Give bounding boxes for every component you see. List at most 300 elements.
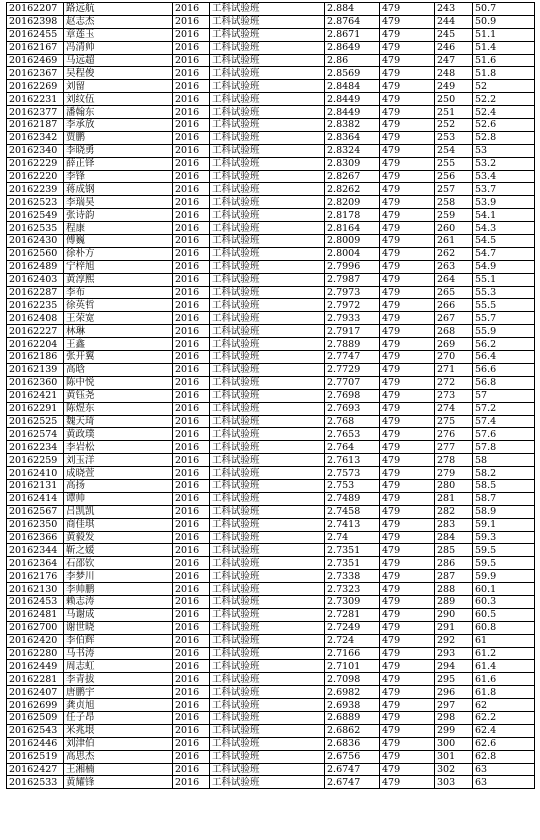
gpa-score-cell: 2.8324 — [325, 144, 380, 157]
grade-year-cell: 2016 — [173, 93, 210, 106]
table-row — [7, 531, 535, 544]
grade-year-cell: 2016 — [173, 286, 210, 299]
grade-year-cell: 2016 — [173, 608, 210, 621]
grade-year-cell: 2016 — [173, 67, 210, 80]
student-id-cell: 20162204 — [7, 338, 64, 351]
grade-year-cell: 2016 — [173, 428, 210, 441]
percentile-cell: 52.6 — [473, 119, 535, 132]
student-name-cell: 周志虹 — [64, 660, 173, 673]
percentile-cell: 54.3 — [473, 222, 535, 235]
percentile-cell: 58.7 — [473, 492, 535, 505]
total-count-cell: 479 — [380, 106, 435, 119]
gpa-score-cell: 2.7351 — [325, 557, 380, 570]
table-row — [7, 338, 535, 351]
table-row — [7, 247, 535, 260]
student-id-cell: 20162700 — [7, 621, 64, 634]
rank-cell: 290 — [435, 608, 473, 621]
table-row — [7, 106, 535, 119]
student-name-cell: 张诗韵 — [64, 209, 173, 222]
total-count-cell: 479 — [380, 196, 435, 209]
rank-cell: 251 — [435, 106, 473, 119]
gpa-score-cell: 2.8671 — [325, 28, 380, 41]
student-name-cell: 徐朴方 — [64, 247, 173, 260]
rank-cell: 297 — [435, 699, 473, 712]
total-count-cell: 479 — [380, 54, 435, 67]
student-name-cell: 谢世晓 — [64, 621, 173, 634]
student-id-cell: 20162430 — [7, 235, 64, 248]
percentile-cell: 55.7 — [473, 312, 535, 325]
rank-cell: 278 — [435, 454, 473, 467]
student-id-cell: 20162560 — [7, 247, 64, 260]
grade-year-cell: 2016 — [173, 15, 210, 28]
total-count-cell: 479 — [380, 724, 435, 737]
table-row — [7, 570, 535, 583]
student-id-cell: 20162523 — [7, 196, 64, 209]
student-name-cell: 刘纹伍 — [64, 93, 173, 106]
student-id-cell: 20162549 — [7, 209, 64, 222]
grade-year-cell: 2016 — [173, 673, 210, 686]
percentile-cell: 61.8 — [473, 686, 535, 699]
rank-cell: 258 — [435, 196, 473, 209]
total-count-cell: 479 — [380, 441, 435, 454]
student-id-cell: 20162229 — [7, 157, 64, 170]
percentile-cell: 56.6 — [473, 363, 535, 376]
student-name-cell: 李布 — [64, 286, 173, 299]
grade-year-cell: 2016 — [173, 41, 210, 54]
percentile-cell: 61.4 — [473, 660, 535, 673]
table-row — [7, 402, 535, 415]
student-id-cell: 20162239 — [7, 183, 64, 196]
percentile-cell: 58.9 — [473, 505, 535, 518]
student-name-cell: 李青拔 — [64, 673, 173, 686]
grade-year-cell: 2016 — [173, 505, 210, 518]
table-row — [7, 286, 535, 299]
class-name-cell: 工科试验班 — [210, 235, 325, 248]
student-id-cell: 20162481 — [7, 608, 64, 621]
total-count-cell: 479 — [380, 299, 435, 312]
student-name-cell: 路远航 — [64, 3, 173, 16]
percentile-cell: 56.8 — [473, 376, 535, 389]
gpa-score-cell: 2.753 — [325, 479, 380, 492]
student-name-cell: 程康 — [64, 222, 173, 235]
student-id-cell: 20162398 — [7, 15, 64, 28]
table-row — [7, 750, 535, 763]
total-count-cell: 479 — [380, 351, 435, 364]
student-name-cell: 米兆垠 — [64, 724, 173, 737]
class-name-cell: 工科试验班 — [210, 402, 325, 415]
grade-year-cell: 2016 — [173, 660, 210, 673]
percentile-cell: 52.4 — [473, 106, 535, 119]
table-row — [7, 260, 535, 273]
rank-cell: 274 — [435, 402, 473, 415]
class-name-cell: 工科试验班 — [210, 119, 325, 132]
student-id-cell: 20162567 — [7, 505, 64, 518]
percentile-cell: 57.6 — [473, 428, 535, 441]
table-row — [7, 647, 535, 660]
class-name-cell: 工科试验班 — [210, 699, 325, 712]
rank-cell: 299 — [435, 724, 473, 737]
percentile-cell: 62.6 — [473, 737, 535, 750]
grade-year-cell: 2016 — [173, 402, 210, 415]
rank-cell: 254 — [435, 144, 473, 157]
grade-year-cell: 2016 — [173, 325, 210, 338]
gpa-score-cell: 2.8178 — [325, 209, 380, 222]
gpa-score-cell: 2.8449 — [325, 106, 380, 119]
table-row — [7, 763, 535, 776]
grade-year-cell: 2016 — [173, 441, 210, 454]
gpa-score-cell: 2.86 — [325, 54, 380, 67]
table-row — [7, 351, 535, 364]
table-row — [7, 776, 535, 789]
total-count-cell: 479 — [380, 776, 435, 789]
percentile-cell: 57.4 — [473, 415, 535, 428]
table-row — [7, 28, 535, 41]
table-row — [7, 699, 535, 712]
student-name-cell: 蒋成钢 — [64, 183, 173, 196]
ranking-table — [6, 2, 535, 789]
student-id-cell: 20162543 — [7, 724, 64, 737]
percentile-cell: 51.1 — [473, 28, 535, 41]
table-row — [7, 621, 535, 634]
grade-year-cell: 2016 — [173, 467, 210, 480]
gpa-score-cell: 2.7973 — [325, 286, 380, 299]
rank-cell: 293 — [435, 647, 473, 660]
gpa-score-cell: 2.7098 — [325, 673, 380, 686]
percentile-cell: 61.2 — [473, 647, 535, 660]
percentile-cell: 51.6 — [473, 54, 535, 67]
gpa-score-cell: 2.8164 — [325, 222, 380, 235]
rank-cell: 253 — [435, 131, 473, 144]
student-id-cell: 20162187 — [7, 119, 64, 132]
total-count-cell: 479 — [380, 621, 435, 634]
student-id-cell: 20162176 — [7, 570, 64, 583]
class-name-cell: 工科试验班 — [210, 544, 325, 557]
student-id-cell: 20162427 — [7, 763, 64, 776]
gpa-score-cell: 2.7338 — [325, 570, 380, 583]
student-id-cell: 20162455 — [7, 28, 64, 41]
total-count-cell: 479 — [380, 479, 435, 492]
gpa-score-cell: 2.7249 — [325, 621, 380, 634]
student-id-cell: 20162234 — [7, 441, 64, 454]
percentile-cell: 51.4 — [473, 41, 535, 54]
rank-cell: 248 — [435, 67, 473, 80]
table-row — [7, 479, 535, 492]
percentile-cell: 55.5 — [473, 299, 535, 312]
total-count-cell: 479 — [380, 183, 435, 196]
total-count-cell: 479 — [380, 312, 435, 325]
percentile-cell: 61.6 — [473, 673, 535, 686]
gpa-score-cell: 2.8449 — [325, 93, 380, 106]
class-name-cell: 工科试验班 — [210, 312, 325, 325]
grade-year-cell: 2016 — [173, 363, 210, 376]
table-row — [7, 518, 535, 531]
class-name-cell: 工科试验班 — [210, 363, 325, 376]
grade-year-cell: 2016 — [173, 570, 210, 583]
gpa-score-cell: 2.7351 — [325, 544, 380, 557]
total-count-cell: 479 — [380, 647, 435, 660]
total-count-cell: 479 — [380, 273, 435, 286]
table-row — [7, 492, 535, 505]
gpa-score-cell: 2.7917 — [325, 325, 380, 338]
rank-cell: 295 — [435, 673, 473, 686]
student-id-cell: 20162167 — [7, 41, 64, 54]
gpa-score-cell: 2.7489 — [325, 492, 380, 505]
grade-year-cell: 2016 — [173, 54, 210, 67]
grade-year-cell: 2016 — [173, 699, 210, 712]
percentile-cell: 62 — [473, 699, 535, 712]
grade-year-cell: 2016 — [173, 634, 210, 647]
class-name-cell: 工科试验班 — [210, 750, 325, 763]
rank-cell: 300 — [435, 737, 473, 750]
percentile-cell: 60.3 — [473, 595, 535, 608]
grade-year-cell: 2016 — [173, 518, 210, 531]
total-count-cell: 479 — [380, 492, 435, 505]
total-count-cell: 479 — [380, 699, 435, 712]
rank-cell: 285 — [435, 544, 473, 557]
total-count-cell: 479 — [380, 338, 435, 351]
percentile-cell: 53.2 — [473, 157, 535, 170]
rank-cell: 298 — [435, 711, 473, 724]
percentile-cell: 61 — [473, 634, 535, 647]
rank-cell: 265 — [435, 286, 473, 299]
grade-year-cell: 2016 — [173, 492, 210, 505]
gpa-score-cell: 2.7987 — [325, 273, 380, 286]
class-name-cell: 工科试验班 — [210, 170, 325, 183]
student-id-cell: 20162281 — [7, 673, 64, 686]
class-name-cell: 工科试验班 — [210, 634, 325, 647]
total-count-cell: 479 — [380, 750, 435, 763]
rank-cell: 249 — [435, 80, 473, 93]
total-count-cell: 479 — [380, 711, 435, 724]
class-name-cell: 工科试验班 — [210, 338, 325, 351]
total-count-cell: 479 — [380, 608, 435, 621]
student-name-cell: 黄耀锋 — [64, 776, 173, 789]
class-name-cell: 工科试验班 — [210, 299, 325, 312]
rank-cell: 288 — [435, 583, 473, 596]
class-name-cell: 工科试验班 — [210, 93, 325, 106]
table-row — [7, 222, 535, 235]
gpa-score-cell: 2.7729 — [325, 363, 380, 376]
rank-cell: 268 — [435, 325, 473, 338]
grade-year-cell: 2016 — [173, 544, 210, 557]
class-name-cell: 工科试验班 — [210, 647, 325, 660]
total-count-cell: 479 — [380, 363, 435, 376]
gpa-score-cell: 2.8382 — [325, 119, 380, 132]
rank-cell: 246 — [435, 41, 473, 54]
grade-year-cell: 2016 — [173, 621, 210, 634]
ranking-table-body — [7, 3, 535, 789]
class-name-cell: 工科试验班 — [210, 660, 325, 673]
student-id-cell: 20162509 — [7, 711, 64, 724]
rank-cell: 296 — [435, 686, 473, 699]
percentile-cell: 57 — [473, 389, 535, 402]
student-name-cell: 潘翰东 — [64, 106, 173, 119]
rank-cell: 260 — [435, 222, 473, 235]
class-name-cell: 工科试验班 — [210, 505, 325, 518]
rank-cell: 291 — [435, 621, 473, 634]
student-name-cell: 李瑞昊 — [64, 196, 173, 209]
gpa-score-cell: 2.6756 — [325, 750, 380, 763]
student-id-cell: 20162227 — [7, 325, 64, 338]
grade-year-cell: 2016 — [173, 763, 210, 776]
grade-year-cell: 2016 — [173, 479, 210, 492]
class-name-cell: 工科试验班 — [210, 376, 325, 389]
percentile-cell: 59.9 — [473, 570, 535, 583]
total-count-cell: 479 — [380, 544, 435, 557]
student-id-cell: 20162525 — [7, 415, 64, 428]
table-row — [7, 711, 535, 724]
total-count-cell: 479 — [380, 595, 435, 608]
percentile-cell: 58.2 — [473, 467, 535, 480]
class-name-cell: 工科试验班 — [210, 737, 325, 750]
class-name-cell: 工科试验班 — [210, 531, 325, 544]
rank-cell: 262 — [435, 247, 473, 260]
total-count-cell: 479 — [380, 260, 435, 273]
gpa-score-cell: 2.7747 — [325, 351, 380, 364]
total-count-cell: 479 — [380, 428, 435, 441]
rank-cell: 303 — [435, 776, 473, 789]
grade-year-cell: 2016 — [173, 247, 210, 260]
grade-year-cell: 2016 — [173, 80, 210, 93]
grade-year-cell: 2016 — [173, 389, 210, 402]
percentile-cell: 55.1 — [473, 273, 535, 286]
percentile-cell: 53.7 — [473, 183, 535, 196]
rank-cell: 294 — [435, 660, 473, 673]
percentile-cell: 58 — [473, 454, 535, 467]
rank-cell: 261 — [435, 235, 473, 248]
percentile-cell: 60.1 — [473, 583, 535, 596]
table-row — [7, 157, 535, 170]
student-id-cell: 20162533 — [7, 776, 64, 789]
table-row — [7, 209, 535, 222]
student-id-cell: 20162377 — [7, 106, 64, 119]
student-name-cell: 成晓萱 — [64, 467, 173, 480]
total-count-cell: 479 — [380, 686, 435, 699]
percentile-cell: 55.3 — [473, 286, 535, 299]
class-name-cell: 工科试验班 — [210, 183, 325, 196]
student-name-cell: 黄淳熙 — [64, 273, 173, 286]
rank-cell: 273 — [435, 389, 473, 402]
class-name-cell: 工科试验班 — [210, 479, 325, 492]
gpa-score-cell: 2.7972 — [325, 299, 380, 312]
percentile-cell: 62.2 — [473, 711, 535, 724]
gpa-score-cell: 2.8309 — [325, 157, 380, 170]
percentile-cell: 51.8 — [473, 67, 535, 80]
student-name-cell: 高思杰 — [64, 750, 173, 763]
rank-cell: 289 — [435, 595, 473, 608]
total-count-cell: 479 — [380, 376, 435, 389]
class-name-cell: 工科试验班 — [210, 389, 325, 402]
gpa-score-cell: 2.8764 — [325, 15, 380, 28]
total-count-cell: 479 — [380, 634, 435, 647]
grade-year-cell: 2016 — [173, 209, 210, 222]
student-id-cell: 20162449 — [7, 660, 64, 673]
student-name-cell: 徐英哲 — [64, 299, 173, 312]
student-id-cell: 20162699 — [7, 699, 64, 712]
percentile-cell: 63 — [473, 763, 535, 776]
student-name-cell: 马书涛 — [64, 647, 173, 660]
table-row — [7, 67, 535, 80]
gpa-score-cell: 2.7281 — [325, 608, 380, 621]
grade-year-cell: 2016 — [173, 144, 210, 157]
student-name-cell: 宁梓旭 — [64, 260, 173, 273]
student-id-cell: 20162364 — [7, 557, 64, 570]
grade-year-cell: 2016 — [173, 260, 210, 273]
class-name-cell: 工科试验班 — [210, 673, 325, 686]
student-name-cell: 李承放 — [64, 119, 173, 132]
percentile-cell: 54.9 — [473, 260, 535, 273]
student-id-cell: 20162350 — [7, 518, 64, 531]
grade-year-cell: 2016 — [173, 686, 210, 699]
student-name-cell: 魏天琦 — [64, 415, 173, 428]
table-row — [7, 389, 535, 402]
percentile-cell: 55.9 — [473, 325, 535, 338]
student-name-cell: 王荣宽 — [64, 312, 173, 325]
student-name-cell: 陈煜东 — [64, 402, 173, 415]
student-id-cell: 20162340 — [7, 144, 64, 157]
table-row — [7, 80, 535, 93]
class-name-cell: 工科试验班 — [210, 144, 325, 157]
class-name-cell: 工科试验班 — [210, 196, 325, 209]
percentile-cell: 60.8 — [473, 621, 535, 634]
class-name-cell: 工科试验班 — [210, 351, 325, 364]
grade-year-cell: 2016 — [173, 312, 210, 325]
gpa-score-cell: 2.7166 — [325, 647, 380, 660]
student-id-cell: 20162453 — [7, 595, 64, 608]
class-name-cell: 工科试验班 — [210, 209, 325, 222]
class-name-cell: 工科试验班 — [210, 325, 325, 338]
class-name-cell: 工科试验班 — [210, 621, 325, 634]
rank-cell: 250 — [435, 93, 473, 106]
grade-year-cell: 2016 — [173, 338, 210, 351]
student-id-cell: 20162259 — [7, 454, 64, 467]
student-id-cell: 20162360 — [7, 376, 64, 389]
student-name-cell: 李锋 — [64, 170, 173, 183]
gpa-score-cell: 2.8267 — [325, 170, 380, 183]
student-name-cell: 商佳琪 — [64, 518, 173, 531]
total-count-cell: 479 — [380, 415, 435, 428]
student-name-cell: 黄毅发 — [64, 531, 173, 544]
total-count-cell: 479 — [380, 583, 435, 596]
gpa-score-cell: 2.724 — [325, 634, 380, 647]
grade-year-cell: 2016 — [173, 351, 210, 364]
gpa-score-cell: 2.8569 — [325, 67, 380, 80]
total-count-cell: 479 — [380, 222, 435, 235]
percentile-cell: 50.7 — [473, 3, 535, 16]
rank-cell: 276 — [435, 428, 473, 441]
student-id-cell: 20162367 — [7, 67, 64, 80]
rank-cell: 272 — [435, 376, 473, 389]
gpa-score-cell: 2.6836 — [325, 737, 380, 750]
grade-year-cell: 2016 — [173, 647, 210, 660]
class-name-cell: 工科试验班 — [210, 776, 325, 789]
class-name-cell: 工科试验班 — [210, 157, 325, 170]
grade-year-cell: 2016 — [173, 196, 210, 209]
total-count-cell: 479 — [380, 131, 435, 144]
gpa-score-cell: 2.7698 — [325, 389, 380, 402]
student-id-cell: 20162535 — [7, 222, 64, 235]
table-row — [7, 119, 535, 132]
student-id-cell: 20162421 — [7, 389, 64, 402]
gpa-score-cell: 2.74 — [325, 531, 380, 544]
student-name-cell: 刘玉洋 — [64, 454, 173, 467]
student-id-cell: 20162420 — [7, 634, 64, 647]
total-count-cell: 479 — [380, 157, 435, 170]
student-name-cell: 刘津伯 — [64, 737, 173, 750]
student-name-cell: 任子昂 — [64, 711, 173, 724]
table-row — [7, 467, 535, 480]
student-name-cell: 李帅鹏 — [64, 583, 173, 596]
